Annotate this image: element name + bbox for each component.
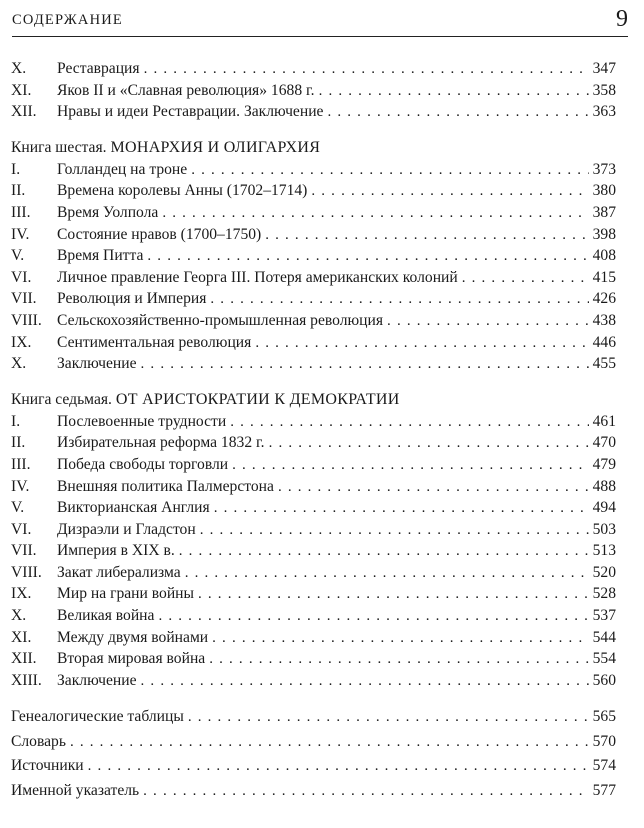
appendix-title: Именной указатель bbox=[11, 781, 140, 799]
dot-leader bbox=[230, 412, 588, 434]
chapter-number: IV. bbox=[11, 225, 30, 243]
dot-leader bbox=[214, 498, 589, 520]
dot-leader bbox=[147, 246, 588, 268]
chapter-title: Личное правление Георга III. Потеря американских колоний bbox=[57, 268, 458, 286]
dot-leader bbox=[212, 628, 588, 650]
toc-appendix bbox=[11, 705, 616, 803]
toc-entry[interactable] bbox=[11, 540, 616, 562]
page-ref: 347 bbox=[592, 60, 616, 77]
page-ref: 577 bbox=[592, 781, 616, 799]
chapter-number: IV. bbox=[11, 477, 30, 495]
page-ref: 565 bbox=[592, 708, 616, 726]
chapter-title: Вторая мировая война bbox=[57, 650, 206, 668]
page-ref: 387 bbox=[592, 203, 616, 221]
toc-entry[interactable] bbox=[11, 432, 616, 454]
dot-leader bbox=[185, 563, 589, 585]
toc-entry[interactable] bbox=[11, 80, 616, 102]
toc-entry[interactable] bbox=[11, 245, 616, 267]
page-ref: 503 bbox=[592, 520, 616, 538]
page-ref: 446 bbox=[592, 333, 616, 351]
book-prefix: Книга седьмая. bbox=[11, 390, 112, 408]
chapter-number: XII. bbox=[11, 650, 37, 668]
chapter-title: Послевоенные трудности bbox=[57, 412, 227, 430]
running-head: СОДЕРЖАНИЕ bbox=[12, 12, 123, 28]
page-ref: 373 bbox=[592, 160, 616, 178]
page-ref: 537 bbox=[592, 607, 616, 625]
page-ref: 513 bbox=[592, 542, 616, 560]
chapter-number: XI. bbox=[11, 81, 32, 99]
chapter-title: Между двумя войнами bbox=[57, 628, 209, 646]
chapter-title: Великая война bbox=[57, 607, 155, 625]
chapter-number: I. bbox=[11, 412, 21, 430]
chapter-title: Время Уолпола bbox=[57, 203, 159, 221]
chapter-title: Заключение bbox=[57, 671, 137, 689]
toc-entry[interactable] bbox=[11, 730, 616, 755]
chapter-title: Закат либерализма bbox=[57, 563, 181, 581]
dot-leader bbox=[70, 730, 589, 755]
page-ref: 488 bbox=[592, 477, 616, 495]
dot-leader bbox=[158, 606, 588, 628]
chapter-title: Время Питта bbox=[57, 247, 144, 265]
toc-entry[interactable] bbox=[11, 58, 616, 80]
appendix-title: Источники bbox=[11, 757, 84, 775]
chapter-title: Мир на грани войны bbox=[57, 585, 194, 603]
chapter-number: X. bbox=[11, 607, 27, 625]
chapter-title: Внешняя политика Палмерстона bbox=[57, 477, 274, 495]
dot-leader bbox=[319, 81, 589, 103]
chapter-number: II. bbox=[11, 182, 26, 200]
chapter-number: IX. bbox=[11, 333, 32, 351]
toc-entry[interactable] bbox=[11, 310, 616, 332]
page-ref: 479 bbox=[592, 455, 616, 473]
chapter-number: VII. bbox=[11, 542, 37, 560]
toc-section-book-6 bbox=[11, 159, 616, 375]
toc-entry[interactable] bbox=[11, 670, 616, 692]
chapter-number: X. bbox=[11, 60, 27, 77]
dot-leader bbox=[209, 649, 588, 671]
toc-entry[interactable] bbox=[11, 519, 616, 541]
chapter-number: IX. bbox=[11, 585, 32, 603]
chapter-number: III. bbox=[11, 455, 31, 473]
dot-leader bbox=[200, 520, 589, 542]
chapter-number: V. bbox=[11, 499, 25, 517]
toc-entry[interactable] bbox=[11, 159, 616, 181]
page-ref: 363 bbox=[592, 103, 616, 121]
book-prefix: Книга шестая. bbox=[11, 138, 107, 156]
dot-leader bbox=[144, 59, 589, 81]
toc-entry[interactable] bbox=[11, 332, 616, 354]
toc-entry[interactable] bbox=[11, 180, 616, 202]
page-ref: 408 bbox=[592, 247, 616, 265]
book-title: ОТ АРИСТОКРАТИИ К ДЕМОКРАТИИ bbox=[115, 390, 400, 408]
dot-leader bbox=[327, 102, 588, 124]
chapter-number: VI. bbox=[11, 268, 32, 286]
dot-leader bbox=[162, 203, 588, 225]
page-ref: 470 bbox=[592, 434, 616, 452]
dot-leader bbox=[311, 181, 588, 203]
toc-entry[interactable] bbox=[11, 101, 616, 123]
toc-entry[interactable] bbox=[11, 562, 616, 584]
chapter-number: II. bbox=[11, 434, 26, 452]
chapter-title: Сентиментальная революция bbox=[57, 333, 252, 351]
dot-leader bbox=[255, 333, 588, 355]
toc-entry[interactable] bbox=[11, 627, 616, 649]
chapter-title: Состояние нравов (1700–1750) bbox=[57, 225, 262, 243]
toc-entry[interactable] bbox=[11, 224, 616, 246]
page-ref: 455 bbox=[592, 355, 616, 373]
page-ref: 570 bbox=[592, 732, 616, 750]
chapter-number: I. bbox=[11, 160, 21, 178]
dot-leader bbox=[88, 754, 589, 779]
chapter-title: Голландец на троне bbox=[57, 160, 188, 178]
page-ref: 398 bbox=[592, 225, 616, 243]
chapter-title: Империя в XIX в. bbox=[57, 542, 175, 560]
table-of-contents bbox=[11, 58, 616, 803]
toc-section-continued bbox=[11, 58, 616, 123]
chapter-title: Нравы и идеи Реставрации. Заключение bbox=[57, 103, 324, 121]
chapter-title: Дизраэли и Гладстон bbox=[57, 520, 196, 538]
page-number: 9 bbox=[616, 6, 628, 32]
page-ref: 528 bbox=[592, 585, 616, 603]
page-ref: 554 bbox=[592, 650, 616, 668]
toc-entry[interactable] bbox=[11, 353, 616, 375]
toc-entry[interactable] bbox=[11, 705, 616, 730]
toc-entry[interactable] bbox=[11, 202, 616, 224]
dot-leader bbox=[269, 433, 589, 455]
toc-entry[interactable] bbox=[11, 476, 616, 498]
toc-entry[interactable] bbox=[11, 779, 616, 804]
toc-entry[interactable] bbox=[11, 411, 616, 433]
chapter-number: X. bbox=[11, 355, 27, 373]
chapter-number: XI. bbox=[11, 628, 32, 646]
dot-leader bbox=[198, 584, 589, 606]
dot-leader bbox=[179, 541, 589, 563]
chapter-title: Избирательная реформа 1832 г. bbox=[57, 434, 265, 452]
page-ref: 461 bbox=[592, 412, 616, 430]
book-heading-6 bbox=[11, 137, 616, 159]
dot-leader bbox=[188, 705, 589, 730]
toc-entry[interactable] bbox=[11, 605, 616, 627]
dot-leader bbox=[141, 671, 589, 693]
page-ref: 415 bbox=[592, 268, 616, 286]
toc-entry[interactable] bbox=[11, 267, 616, 289]
toc-entry[interactable] bbox=[11, 454, 616, 476]
chapter-title: Времена королевы Анны (1702–1714) bbox=[57, 182, 308, 200]
dot-leader bbox=[191, 160, 588, 182]
book-heading-7 bbox=[11, 389, 616, 411]
chapter-title: Викторианская Англия bbox=[57, 499, 210, 517]
dot-leader bbox=[278, 477, 589, 499]
chapter-number: XIII. bbox=[11, 671, 42, 689]
toc-section-book-7 bbox=[11, 411, 616, 692]
page-ref: 544 bbox=[592, 628, 616, 646]
dot-leader bbox=[265, 225, 588, 247]
page-ref: 358 bbox=[592, 81, 616, 99]
dot-leader bbox=[462, 268, 589, 290]
dot-leader bbox=[143, 779, 588, 804]
toc-entry[interactable] bbox=[11, 288, 616, 310]
book-title: МОНАРХИЯ И ОЛИГАРХИЯ bbox=[110, 138, 321, 156]
chapter-title: Реставрация bbox=[57, 60, 140, 77]
chapter-number: VII. bbox=[11, 290, 37, 308]
dot-leader bbox=[141, 354, 589, 376]
page-ref: 574 bbox=[592, 757, 616, 775]
chapter-title: Сельскохозяйственно-промышленная революция bbox=[57, 311, 384, 329]
chapter-number: VI. bbox=[11, 520, 32, 538]
chapter-title: Революция и Империя bbox=[57, 290, 207, 308]
chapter-title: Заключение bbox=[57, 355, 137, 373]
chapter-number: VIII. bbox=[11, 311, 42, 329]
appendix-title: Генеалогические таблицы bbox=[11, 708, 184, 726]
dot-leader bbox=[387, 311, 589, 333]
dot-leader bbox=[232, 455, 588, 477]
chapter-number: XII. bbox=[11, 103, 37, 121]
appendix-title: Словарь bbox=[11, 732, 66, 750]
page-ref: 560 bbox=[592, 671, 616, 689]
chapter-title: Яков II и «Славная революция» 1688 г. bbox=[57, 81, 315, 99]
toc-entry[interactable] bbox=[11, 648, 616, 670]
chapter-title: Победа свободы торговли bbox=[57, 455, 229, 473]
chapter-number: III. bbox=[11, 203, 31, 221]
toc-entry[interactable] bbox=[11, 583, 616, 605]
dot-leader bbox=[210, 289, 588, 311]
page-header bbox=[12, 6, 628, 37]
page-ref: 380 bbox=[592, 182, 616, 200]
page-ref: 520 bbox=[592, 563, 616, 581]
page-ref: 426 bbox=[592, 290, 616, 308]
toc-entry[interactable] bbox=[11, 497, 616, 519]
page-ref: 494 bbox=[592, 499, 616, 517]
toc-entry[interactable] bbox=[11, 754, 616, 779]
chapter-number: V. bbox=[11, 247, 25, 265]
chapter-number: VIII. bbox=[11, 563, 42, 581]
page-ref: 438 bbox=[592, 311, 616, 329]
